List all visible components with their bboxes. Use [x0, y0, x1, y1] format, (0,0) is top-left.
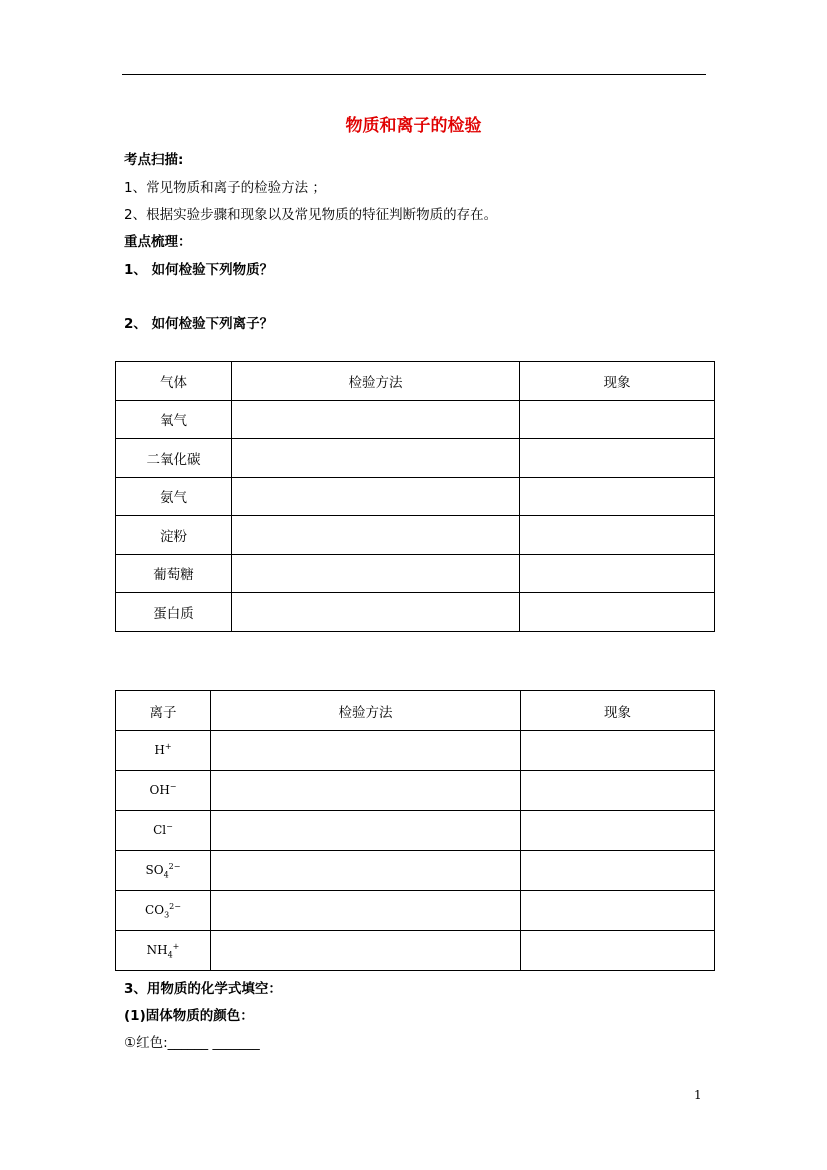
ion-formula: Cl−: [116, 811, 211, 851]
ion-formula: OH−: [116, 771, 211, 811]
table-row: [116, 811, 715, 851]
header-gas: 气体: [116, 362, 232, 401]
table-row: [116, 400, 715, 439]
header-ion: 离子: [116, 691, 211, 731]
question-1: 1、 如何检验下列物质？: [124, 262, 274, 278]
phenomenon-cell[interactable]: [520, 400, 715, 439]
table-header-row: [116, 691, 715, 731]
gas-name: 氨气: [116, 477, 232, 516]
header-method: 检验方法: [211, 691, 521, 731]
scan-heading: 考点扫描:: [124, 152, 184, 168]
method-cell[interactable]: [211, 771, 521, 811]
phenomenon-cell[interactable]: [521, 771, 715, 811]
table-row: [116, 477, 715, 516]
table-row: [116, 931, 715, 971]
method-cell[interactable]: [211, 931, 521, 971]
table-row: [116, 771, 715, 811]
method-cell[interactable]: [232, 593, 520, 632]
header-method: 检验方法: [232, 362, 520, 401]
phenomenon-cell[interactable]: [521, 811, 715, 851]
gas-name: 氧气: [116, 400, 232, 439]
method-cell[interactable]: [232, 477, 520, 516]
section-3-heading: 3、用物质的化学式填空：: [124, 981, 282, 997]
page-title: 物质和离子的检验: [345, 116, 482, 136]
phenomenon-cell[interactable]: [520, 477, 715, 516]
ion-formula: $SO_4^{2-}$: [116, 851, 211, 891]
section-3-sub-1: (1)固体物质的颜色：: [124, 1008, 254, 1024]
phenomenon-cell[interactable]: [521, 931, 715, 971]
phenomenon-cell[interactable]: [520, 439, 715, 478]
scan-item-1: 1、常见物质和离子的检验方法 ；: [124, 180, 326, 196]
ion-formula: H+: [116, 731, 211, 771]
review-heading: 重点梳理：: [124, 234, 192, 250]
method-cell[interactable]: [211, 851, 521, 891]
ion-test-table: [115, 690, 715, 971]
table-row: [116, 731, 715, 771]
method-cell[interactable]: [211, 891, 521, 931]
phenomenon-cell[interactable]: [521, 851, 715, 891]
method-cell[interactable]: [232, 554, 520, 593]
phenomenon-cell[interactable]: [520, 593, 715, 632]
method-cell[interactable]: [232, 516, 520, 555]
gas-name: 葡萄糖: [116, 554, 232, 593]
method-cell[interactable]: [211, 811, 521, 851]
header-phenomenon: 现象: [520, 362, 715, 401]
method-cell[interactable]: [232, 439, 520, 478]
phenomenon-cell[interactable]: [521, 891, 715, 931]
gas-name: 淀粉: [116, 516, 232, 555]
gas-test-table: [115, 361, 715, 632]
phenomenon-cell[interactable]: [520, 516, 715, 555]
ion-formula: $NH_4^+$: [116, 931, 211, 971]
page-number: 1: [694, 1088, 702, 1102]
method-cell[interactable]: [232, 400, 520, 439]
table-row: [116, 851, 715, 891]
table-header-row: [116, 362, 715, 401]
fill-blank-red: ①红色:______ _______: [124, 1035, 260, 1051]
table-row: [116, 593, 715, 632]
header-phenomenon: 现象: [521, 691, 715, 731]
table-row: [116, 516, 715, 555]
gas-name: 蛋白质: [116, 593, 232, 632]
method-cell[interactable]: [211, 731, 521, 771]
table-row: [116, 891, 715, 931]
question-2: 2、 如何检验下列离子？: [124, 316, 274, 332]
phenomenon-cell[interactable]: [520, 554, 715, 593]
header-rule: [122, 74, 706, 75]
scan-item-2: 2、根据实验步骤和现象以及常见物质的特征判断物质的存在。: [124, 207, 498, 223]
gas-name: 二氧化碳: [116, 439, 232, 478]
table-row: [116, 554, 715, 593]
table-row: [116, 439, 715, 478]
ion-formula: $CO_3^{2-}$: [116, 891, 211, 931]
phenomenon-cell[interactable]: [521, 731, 715, 771]
